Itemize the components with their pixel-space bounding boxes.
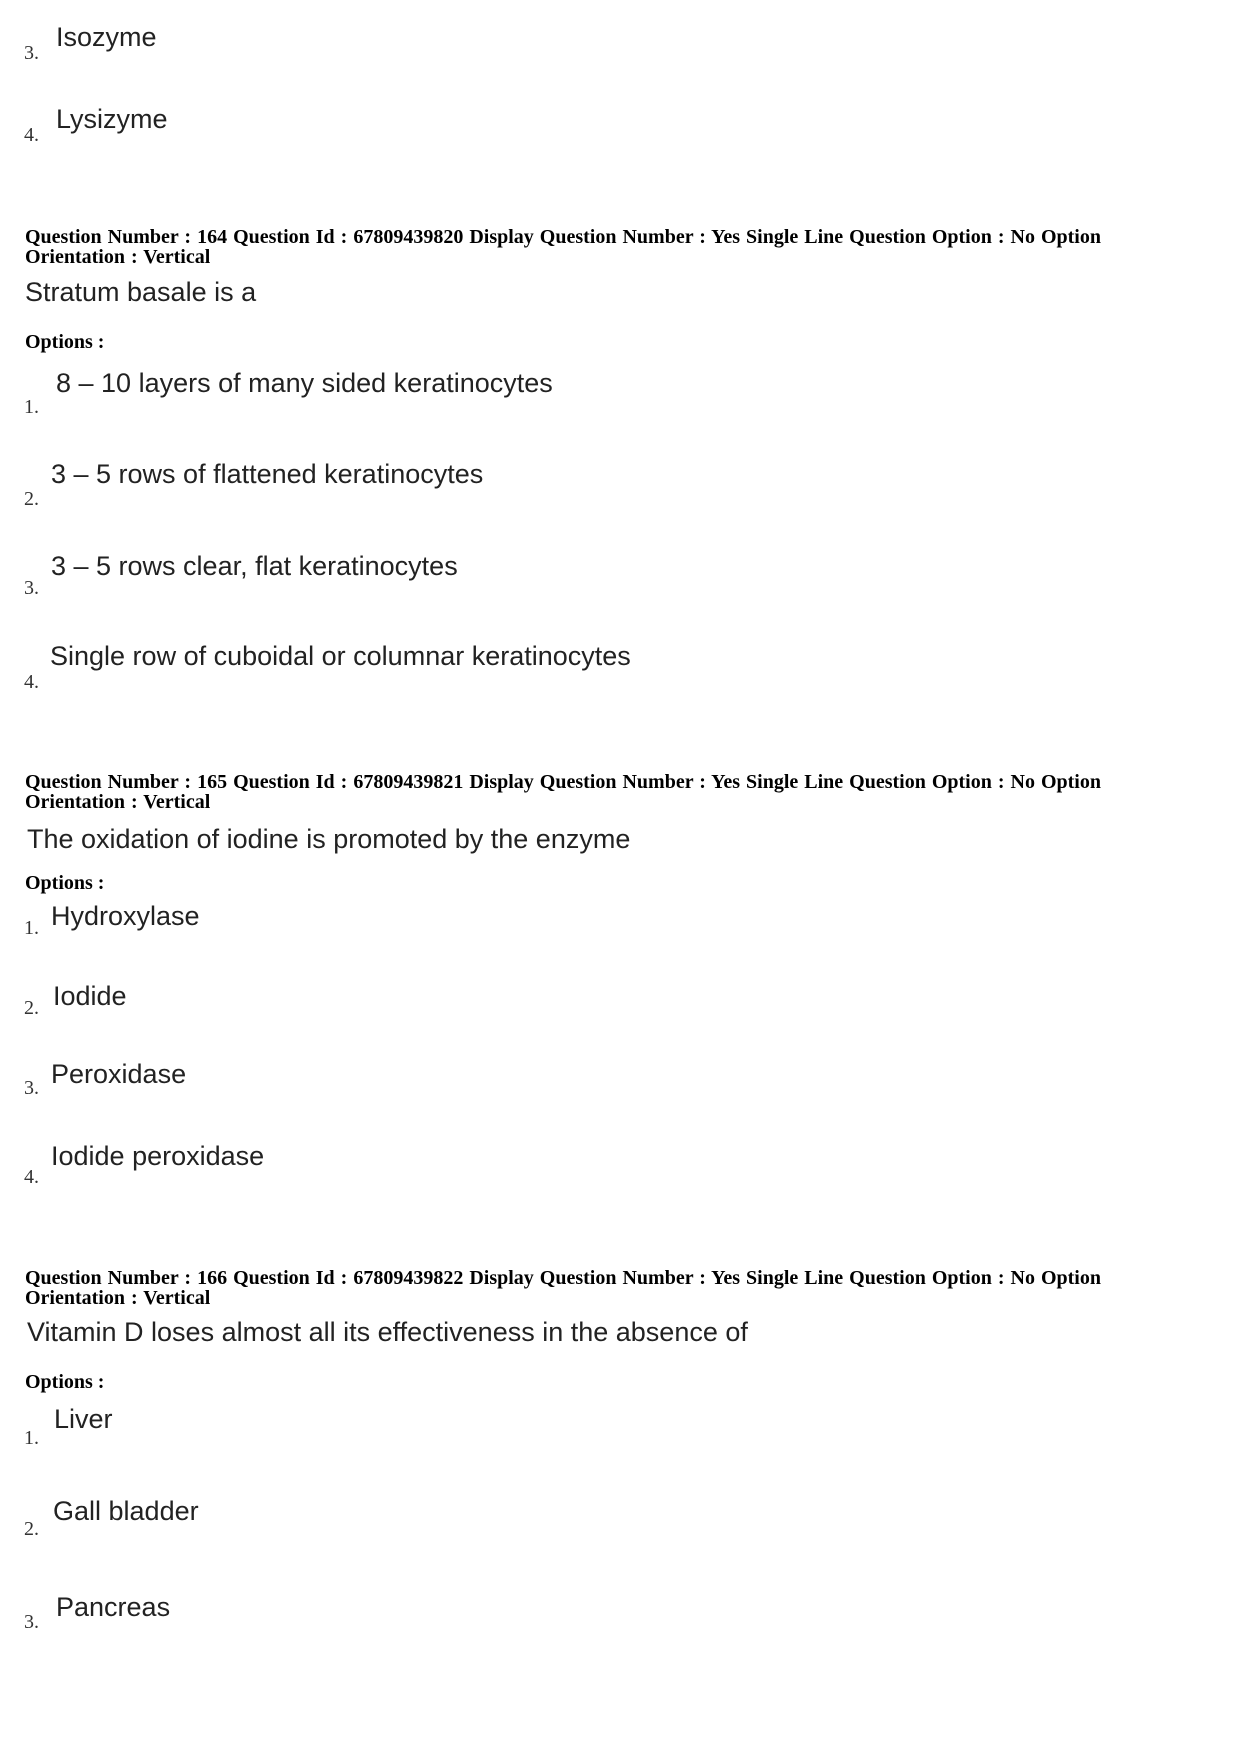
option-text: Lysizyme: [56, 104, 168, 134]
option-text: Gall bladder: [53, 1496, 199, 1526]
options-label: Options :: [25, 872, 105, 894]
question-meta-line1: Question Number : 166 Question Id : 67809439822 Display Question Number : Yes Single Line Question Option : No Option: [25, 1267, 1101, 1289]
option-number: 3.: [24, 577, 39, 599]
question-meta-line1: Question Number : 165 Question Id : 67809439821 Display Question Number : Yes Single Line Question Option : No Option: [25, 771, 1101, 793]
question-meta-line2: Orientation : Vertical: [25, 1287, 211, 1309]
option-number: 3.: [24, 1077, 39, 1099]
question-meta-line2: Orientation : Vertical: [25, 791, 211, 813]
option-text: Pancreas: [56, 1592, 171, 1622]
option-number: 1.: [24, 1427, 39, 1449]
question-meta-line2: Orientation : Vertical: [25, 246, 211, 268]
question-text: The oxidation of iodine is promoted by the enzyme: [27, 824, 631, 854]
option-text: 3 – 5 rows clear, flat keratinocytes: [51, 551, 458, 581]
option-number: 4.: [24, 1166, 39, 1188]
option-number: 2.: [24, 488, 39, 510]
question-text: Stratum basale is a: [25, 277, 257, 307]
option-number: 4.: [24, 124, 39, 146]
question-meta-line1: Question Number : 164 Question Id : 67809439820 Display Question Number : Yes Single Line Question Option : No Option: [25, 226, 1101, 248]
option-text: Iodide: [53, 981, 127, 1011]
option-number: 1.: [24, 396, 39, 418]
option-number: 3.: [24, 1611, 39, 1633]
option-text: Iodide peroxidase: [51, 1141, 265, 1171]
option-number: 2.: [24, 1518, 39, 1540]
option-number: 3.: [24, 42, 39, 64]
option-text: Single row of cuboidal or columnar keratinocytes: [50, 641, 631, 671]
question-text: Vitamin D loses almost all its effectiveness in the absence of: [27, 1317, 748, 1347]
option-text: 8 – 10 layers of many sided keratinocytes: [56, 368, 553, 398]
option-text: Liver: [54, 1404, 113, 1434]
option-number: 1.: [24, 917, 39, 939]
options-label: Options :: [25, 331, 105, 353]
option-text: 3 – 5 rows of flattened keratinocytes: [51, 459, 484, 489]
option-text: Isozyme: [56, 22, 157, 52]
option-text: Hydroxylase: [51, 901, 200, 931]
options-label: Options :: [25, 1371, 105, 1393]
option-number: 4.: [24, 671, 39, 693]
option-number: 2.: [24, 997, 39, 1019]
option-text: Peroxidase: [51, 1059, 187, 1089]
